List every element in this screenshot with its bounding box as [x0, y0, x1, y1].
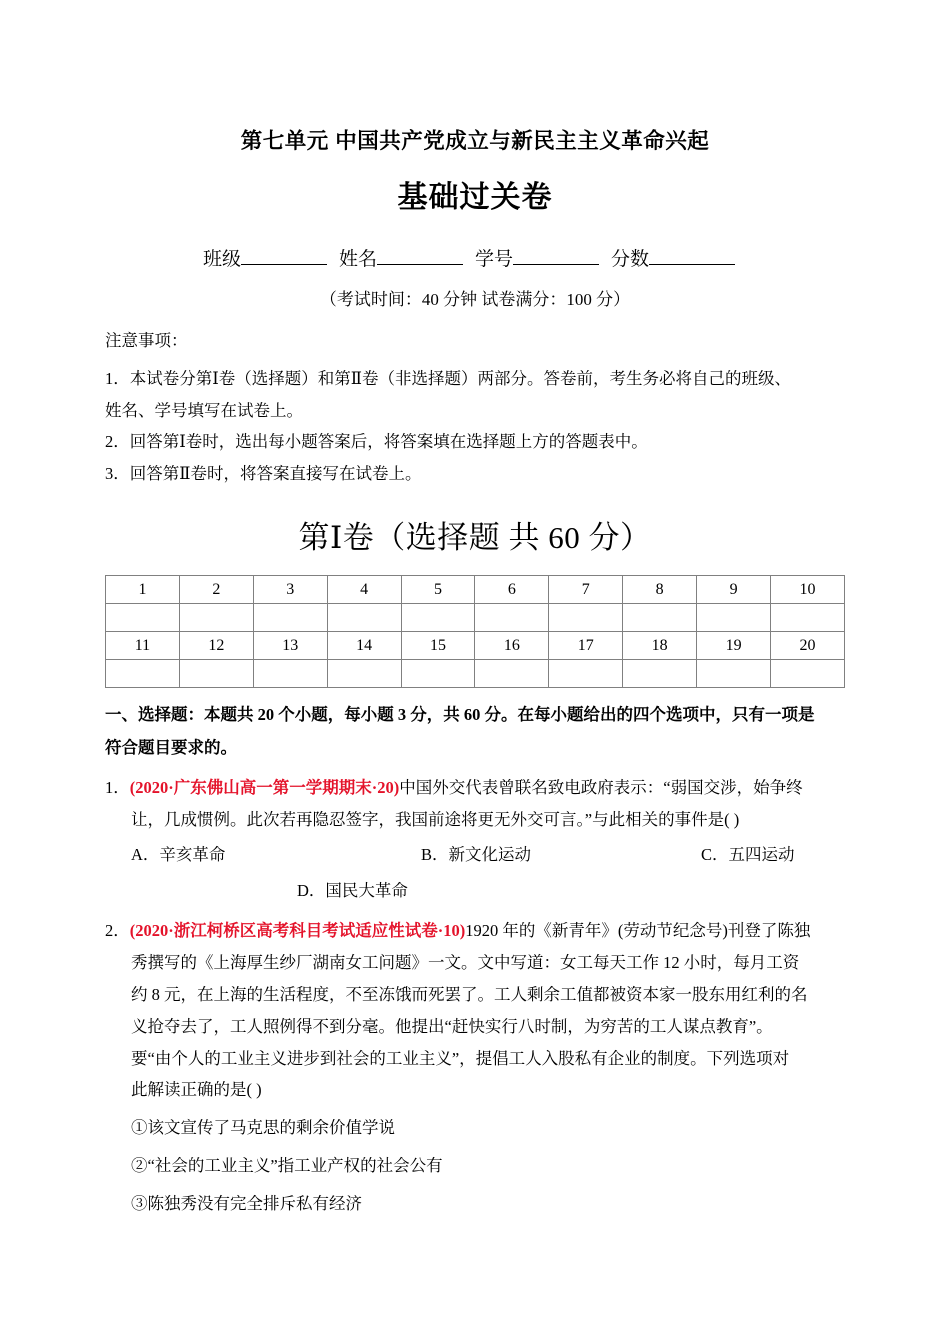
table-row-answers-1-10[interactable]: [106, 604, 845, 632]
table-cell: 8: [623, 576, 697, 604]
name-field[interactable]: [339, 249, 463, 270]
answer-cell[interactable]: [549, 660, 623, 688]
class-blank[interactable]: [241, 246, 327, 265]
question-2-sub-item-3[interactable]: ③陈独秀没有完全排斥私有经济: [131, 1193, 362, 1213]
score-label: 分数: [611, 249, 650, 271]
answer-sheet-table[interactable]: [105, 575, 845, 688]
name-blank[interactable]: [377, 246, 463, 265]
table-cell: 10: [771, 576, 845, 604]
table-cell: 1: [106, 576, 180, 604]
answer-cell[interactable]: [475, 660, 549, 688]
answer-cell[interactable]: [401, 604, 475, 632]
question-2: [105, 907, 845, 947]
question-1-option-d[interactable]: D．国民大革命: [297, 881, 408, 901]
table-cell: 16: [475, 632, 549, 660]
table-row-numbers-1-10: [106, 576, 845, 604]
table-row-numbers-11-20: [106, 632, 845, 660]
name-label: 姓名: [338, 249, 377, 271]
answer-cell[interactable]: [106, 604, 180, 632]
answer-cell[interactable]: [771, 604, 845, 632]
table-cell: 7: [549, 576, 623, 604]
answer-cell[interactable]: [253, 604, 327, 632]
table-cell: 6: [475, 576, 549, 604]
class-field[interactable]: [203, 249, 327, 270]
table-cell: 18: [623, 632, 697, 660]
page-title: 第七单元 中国共产党成立与新民主主义革命兴起: [240, 129, 710, 153]
question-2-stem-line-2: 秀撰写的《上海厚生纱厂湖南女工问题》一文。文中写道：女工每天工作 12 小时，每月工资: [131, 952, 800, 972]
question-2-stem-line-6: 此解读正确的是( ): [131, 1080, 262, 1100]
table-cell: 15: [401, 632, 475, 660]
table-cell: 13: [253, 632, 327, 660]
question-2-stem-line-5: 要“由个人的工业主义进步到社会的工业主义”，提倡工人入股私有企业的制度。下列选项对: [131, 1048, 790, 1068]
answer-cell[interactable]: [327, 660, 401, 688]
answer-cell[interactable]: [179, 660, 253, 688]
question-1-option-c[interactable]: C．五四运动: [701, 845, 795, 865]
student-id-field[interactable]: [475, 249, 599, 270]
notice-item-3: 3．回答第Ⅱ卷时，将答案直接写在试卷上。: [105, 463, 422, 483]
table-cell: 2: [179, 576, 253, 604]
table-cell: 19: [697, 632, 771, 660]
identity-fields-row: [105, 217, 845, 275]
question-1-stem: 中国外交代表曾联名致电政府表示：“弱国交涉，始争终: [399, 777, 803, 797]
question-2-stem-line-3: 约 8 元，在上海的生活程度，不至冻饿而死罢了。工人剩余工值都被资本家一股东用红利的名: [131, 984, 808, 1004]
class-label: 班级: [202, 249, 241, 271]
notice-item-2: 2．回答第Ⅰ卷时，选出每小题答案后，将答案填在选择题上方的答题表中。: [105, 432, 648, 452]
student-id-blank[interactable]: [513, 246, 599, 265]
page-content: [105, 0, 845, 1220]
question-1-options-row-2: [105, 871, 845, 907]
score-blank[interactable]: [649, 246, 735, 265]
table-cell: 11: [106, 632, 180, 660]
question-group-intro-line1: 一、选择题：本题共 20 个小题，每小题 3 分，共 60 分。在每小题给出的四个选项中，只有一项是: [105, 705, 815, 725]
paper-subtitle: 基础过关卷: [397, 181, 553, 215]
part-one-title: 第Ⅰ卷（选择题 共 60 分）: [298, 519, 652, 555]
score-field[interactable]: [611, 249, 735, 270]
exam-info: （考试时间：40 分钟 试卷满分：100 分）: [319, 289, 631, 309]
table-cell: 14: [327, 632, 401, 660]
table-row-answers-11-20[interactable]: [106, 660, 845, 688]
table-cell: 5: [401, 576, 475, 604]
answer-cell[interactable]: [771, 660, 845, 688]
question-1-option-b[interactable]: B．新文化运动: [421, 845, 532, 865]
table-cell: 17: [549, 632, 623, 660]
question-1-number: 1．: [105, 777, 130, 797]
notice-item-1-cont: 姓名、学号填写在试卷上。: [105, 400, 303, 420]
answer-cell[interactable]: [327, 604, 401, 632]
question-1-stem-cont: 让，几成惯例。此次若再隐忍签字，我国前途将更无外交可言。”与此相关的事件是( ): [131, 809, 740, 829]
student-id-label: 学号: [475, 249, 514, 271]
table-cell: 12: [179, 632, 253, 660]
notice-heading: 注意事项：: [105, 331, 188, 351]
question-2-number: 2．: [105, 921, 130, 941]
question-1: [105, 764, 845, 804]
question-1-source: (2020·广东佛山高一第一学期期末·20): [129, 777, 400, 797]
question-2-stem-line-4: 义抢夺去了，工人照例得不到分毫。他提出“赶快实行八时制，为穷苦的工人谋点教育”。: [131, 1016, 773, 1036]
answer-cell[interactable]: [179, 604, 253, 632]
answer-cell[interactable]: [697, 660, 771, 688]
question-1-option-a[interactable]: A．辛亥革命: [131, 845, 226, 865]
answer-cell[interactable]: [549, 604, 623, 632]
notice-item-1: 1．本试卷分第Ⅰ卷（选择题）和第Ⅱ卷（非选择题）两部分。答卷前，考生务必将自己的班级、: [105, 368, 791, 388]
table-cell: 3: [253, 576, 327, 604]
answer-cell[interactable]: [475, 604, 549, 632]
question-2-stem: 1920 年的《新青年》(劳动节纪念号)刊登了陈独: [465, 921, 811, 941]
question-group-intro-line2: 符合题目要求的。: [105, 737, 237, 757]
answer-cell[interactable]: [697, 604, 771, 632]
answer-cell[interactable]: [623, 604, 697, 632]
table-cell: 4: [327, 576, 401, 604]
table-cell: 20: [771, 632, 845, 660]
answer-cell[interactable]: [623, 660, 697, 688]
table-cell: 9: [697, 576, 771, 604]
answer-cell[interactable]: [106, 660, 180, 688]
question-2-source: (2020·浙江柯桥区高考科目考试适应性试卷·10): [129, 921, 466, 941]
question-2-sub-item-1[interactable]: ①该文宣传了马克思的剩余价值学说: [131, 1118, 395, 1138]
answer-cell[interactable]: [401, 660, 475, 688]
answer-cell[interactable]: [253, 660, 327, 688]
question-2-sub-item-2[interactable]: ②“社会的工业主义”指工业产权的社会公有: [131, 1156, 443, 1176]
question-1-options-row-1: [105, 835, 845, 871]
